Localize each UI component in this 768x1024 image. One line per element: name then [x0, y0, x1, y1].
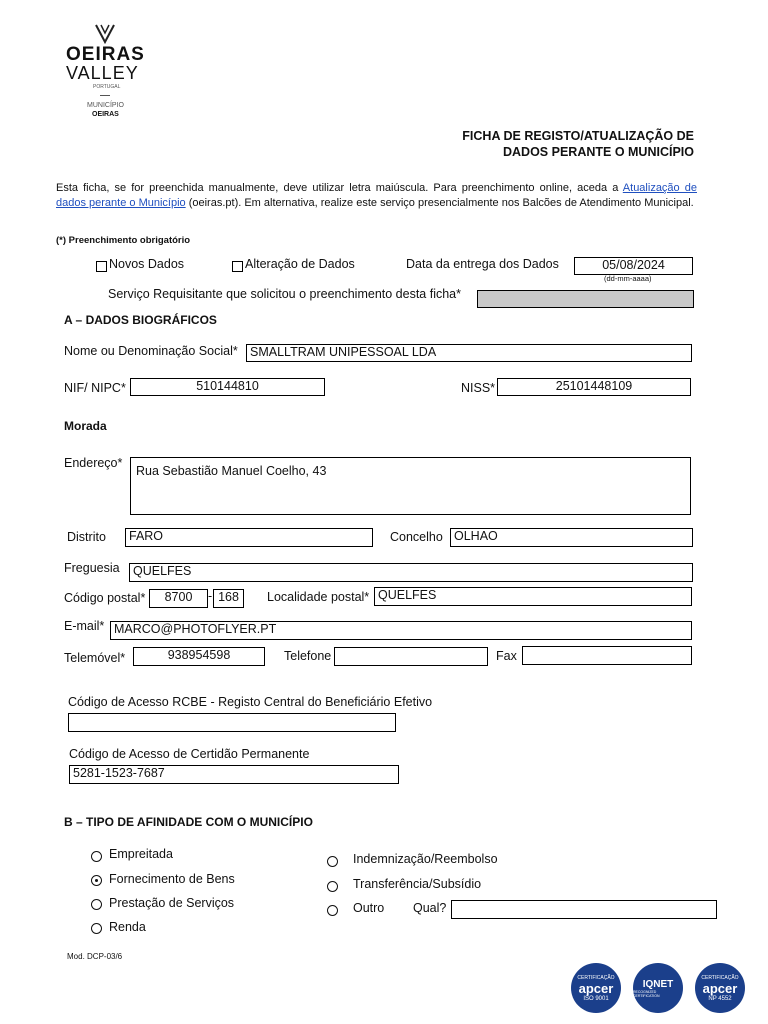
iqnet-badge: [633, 963, 683, 1013]
freguesia-input[interactable]: QUELFES: [129, 563, 693, 582]
logo-oeiras-text: OEIRAS: [66, 44, 145, 65]
label-outro: Outro: [353, 901, 385, 915]
cert2-bottom: RECOGNIZED CERTIFICATION: [633, 989, 660, 998]
email-input[interactable]: MARCO@PHOTOFLYER.PT: [110, 621, 692, 640]
radio-outro[interactable]: [327, 905, 338, 916]
logo-divider: [100, 95, 110, 96]
cert3-brand: apcer: [702, 980, 738, 996]
data-entrega-input[interactable]: 05/08/2024: [574, 257, 693, 275]
cert1-bottom: ISO 9001: [583, 995, 609, 1002]
section-b-title: B – TIPO DE AFINIDADE COM O MUNICÍPIO: [64, 815, 313, 829]
apcer-np4552-badge: [695, 963, 745, 1013]
codigo-postal-input-2[interactable]: 168: [213, 589, 244, 608]
logo-municipio-name: OEIRAS: [92, 111, 119, 118]
certidao-label: Código de Acesso de Certidão Permanente: [69, 747, 310, 761]
distrito-label: Distrito: [67, 530, 106, 544]
codigo-postal-separator: -: [208, 589, 213, 603]
codigo-postal-label: Código postal*: [64, 591, 146, 605]
label-transferencia: Transferência/Subsídio: [353, 877, 482, 891]
update-data-link[interactable]: Atualização de dados perante o Município: [56, 182, 697, 209]
logo-municipio-label: MUNICÍPIO: [87, 102, 124, 109]
alteracao-dados-label: Alteração de Dados: [245, 257, 355, 271]
localidade-label: Localidade postal*: [267, 590, 370, 604]
telefone-input[interactable]: [334, 647, 488, 666]
intro-paragraph: [56, 181, 697, 211]
novos-dados-label: Novos Dados: [109, 257, 185, 271]
apcer-iso9001-badge: [571, 963, 621, 1013]
section-a-title: A – DADOS BIOGRÁFICOS: [64, 313, 217, 327]
label-fornecimento-bens: Fornecimento de Bens: [109, 872, 235, 886]
logo-portugal-text: PORTUGAL: [93, 84, 121, 90]
radio-fornecimento-bens[interactable]: [91, 875, 102, 886]
radio-transferencia[interactable]: [327, 881, 338, 892]
codigo-postal-input-1[interactable]: 8700: [149, 589, 208, 608]
form-title: [462, 128, 694, 160]
endereco-input[interactable]: [130, 457, 691, 515]
qual-input[interactable]: [451, 900, 717, 919]
rcbe-label: Código de Acesso RCBE - Registo Central do Beneficiário Efetivo: [68, 695, 433, 709]
niss-input[interactable]: 25101448109: [497, 378, 691, 396]
valley-v-icon: [60, 22, 150, 44]
label-empreitada: Empreitada: [109, 847, 173, 861]
endereco-label: Endereço*: [64, 456, 123, 470]
label-indemnizacao: Indemnização/Reembolso: [353, 852, 498, 866]
distrito-input[interactable]: FARO: [125, 528, 373, 547]
mod-code: Mod. DCP-03/6: [67, 952, 123, 961]
radio-empreitada[interactable]: [91, 851, 102, 862]
cert3-top: CERTIFICAÇÃO: [701, 974, 739, 981]
certidao-input[interactable]: 5281-1523-7687: [69, 765, 399, 784]
novos-dados-checkbox[interactable]: [96, 261, 107, 272]
label-renda: Renda: [109, 920, 146, 934]
concelho-input[interactable]: OLHAO: [450, 528, 693, 547]
email-label: E-mail*: [64, 619, 105, 633]
nif-label: NIF/ NIPC*: [64, 381, 126, 395]
rcbe-input[interactable]: [68, 713, 396, 732]
telefone-label: Telefone: [284, 649, 332, 663]
freguesia-label: Freguesia: [64, 561, 120, 575]
concelho-label: Concelho: [390, 530, 443, 544]
alteracao-dados-checkbox[interactable]: [232, 261, 243, 272]
servico-requisitante-label: Serviço Requisitante que solicitou o preenchimento desta ficha*: [108, 287, 461, 301]
telemovel-label: Telemóvel*: [64, 651, 126, 665]
date-format-hint: (dd-mm-aaaa): [604, 274, 652, 283]
localidade-input[interactable]: QUELFES: [374, 587, 692, 606]
fax-input[interactable]: [522, 646, 692, 665]
qual-label: Qual?: [413, 901, 447, 915]
intro-text-1: Esta ficha, se for preenchida manualmente, deve utilizar letra maiúscula. Para preenchimento online, aceda a: [56, 182, 623, 194]
required-note: (*) Preenchimento obrigatório: [56, 235, 191, 246]
logo-valley-text: VALLEY: [66, 63, 139, 83]
cert1-top: CERTIFICAÇÃO: [577, 974, 615, 981]
form-title-line2: DADOS PERANTE O MUNICÍPIO: [503, 145, 694, 159]
radio-indemnizacao[interactable]: [327, 856, 338, 867]
cert3-bottom: NP 4552: [708, 995, 732, 1002]
label-prestacao-servicos: Prestação de Serviços: [109, 896, 235, 910]
radio-renda[interactable]: [91, 923, 102, 934]
cert2-brand: IQNET: [642, 978, 674, 990]
niss-label: NISS*: [461, 381, 496, 395]
telemovel-input[interactable]: 938954598: [133, 647, 265, 666]
servico-requisitante-input[interactable]: [477, 290, 694, 308]
fax-label: Fax: [496, 649, 517, 663]
nome-input[interactable]: SMALLTRAM UNIPESSOAL LDA: [246, 344, 692, 362]
morada-title: Morada: [64, 419, 107, 433]
nif-input[interactable]: 510144810: [130, 378, 325, 396]
data-entrega-label: Data da entrega dos Dados: [406, 257, 559, 271]
oeiras-valley-logo: [60, 22, 150, 122]
radio-prestacao-servicos[interactable]: [91, 899, 102, 910]
intro-text-2: (oeiras.pt). Em alternativa, realize este serviço presencialmente nos Balcões de Atendimento Municipal.: [185, 197, 694, 209]
nome-label: Nome ou Denominação Social*: [64, 344, 238, 358]
endereco-value: Rua Sebastião Manuel Coelho, 43: [136, 464, 327, 478]
cert1-brand: apcer: [578, 980, 614, 996]
form-title-line1: FICHA DE REGISTO/ATUALIZAÇÃO DE: [462, 129, 694, 143]
